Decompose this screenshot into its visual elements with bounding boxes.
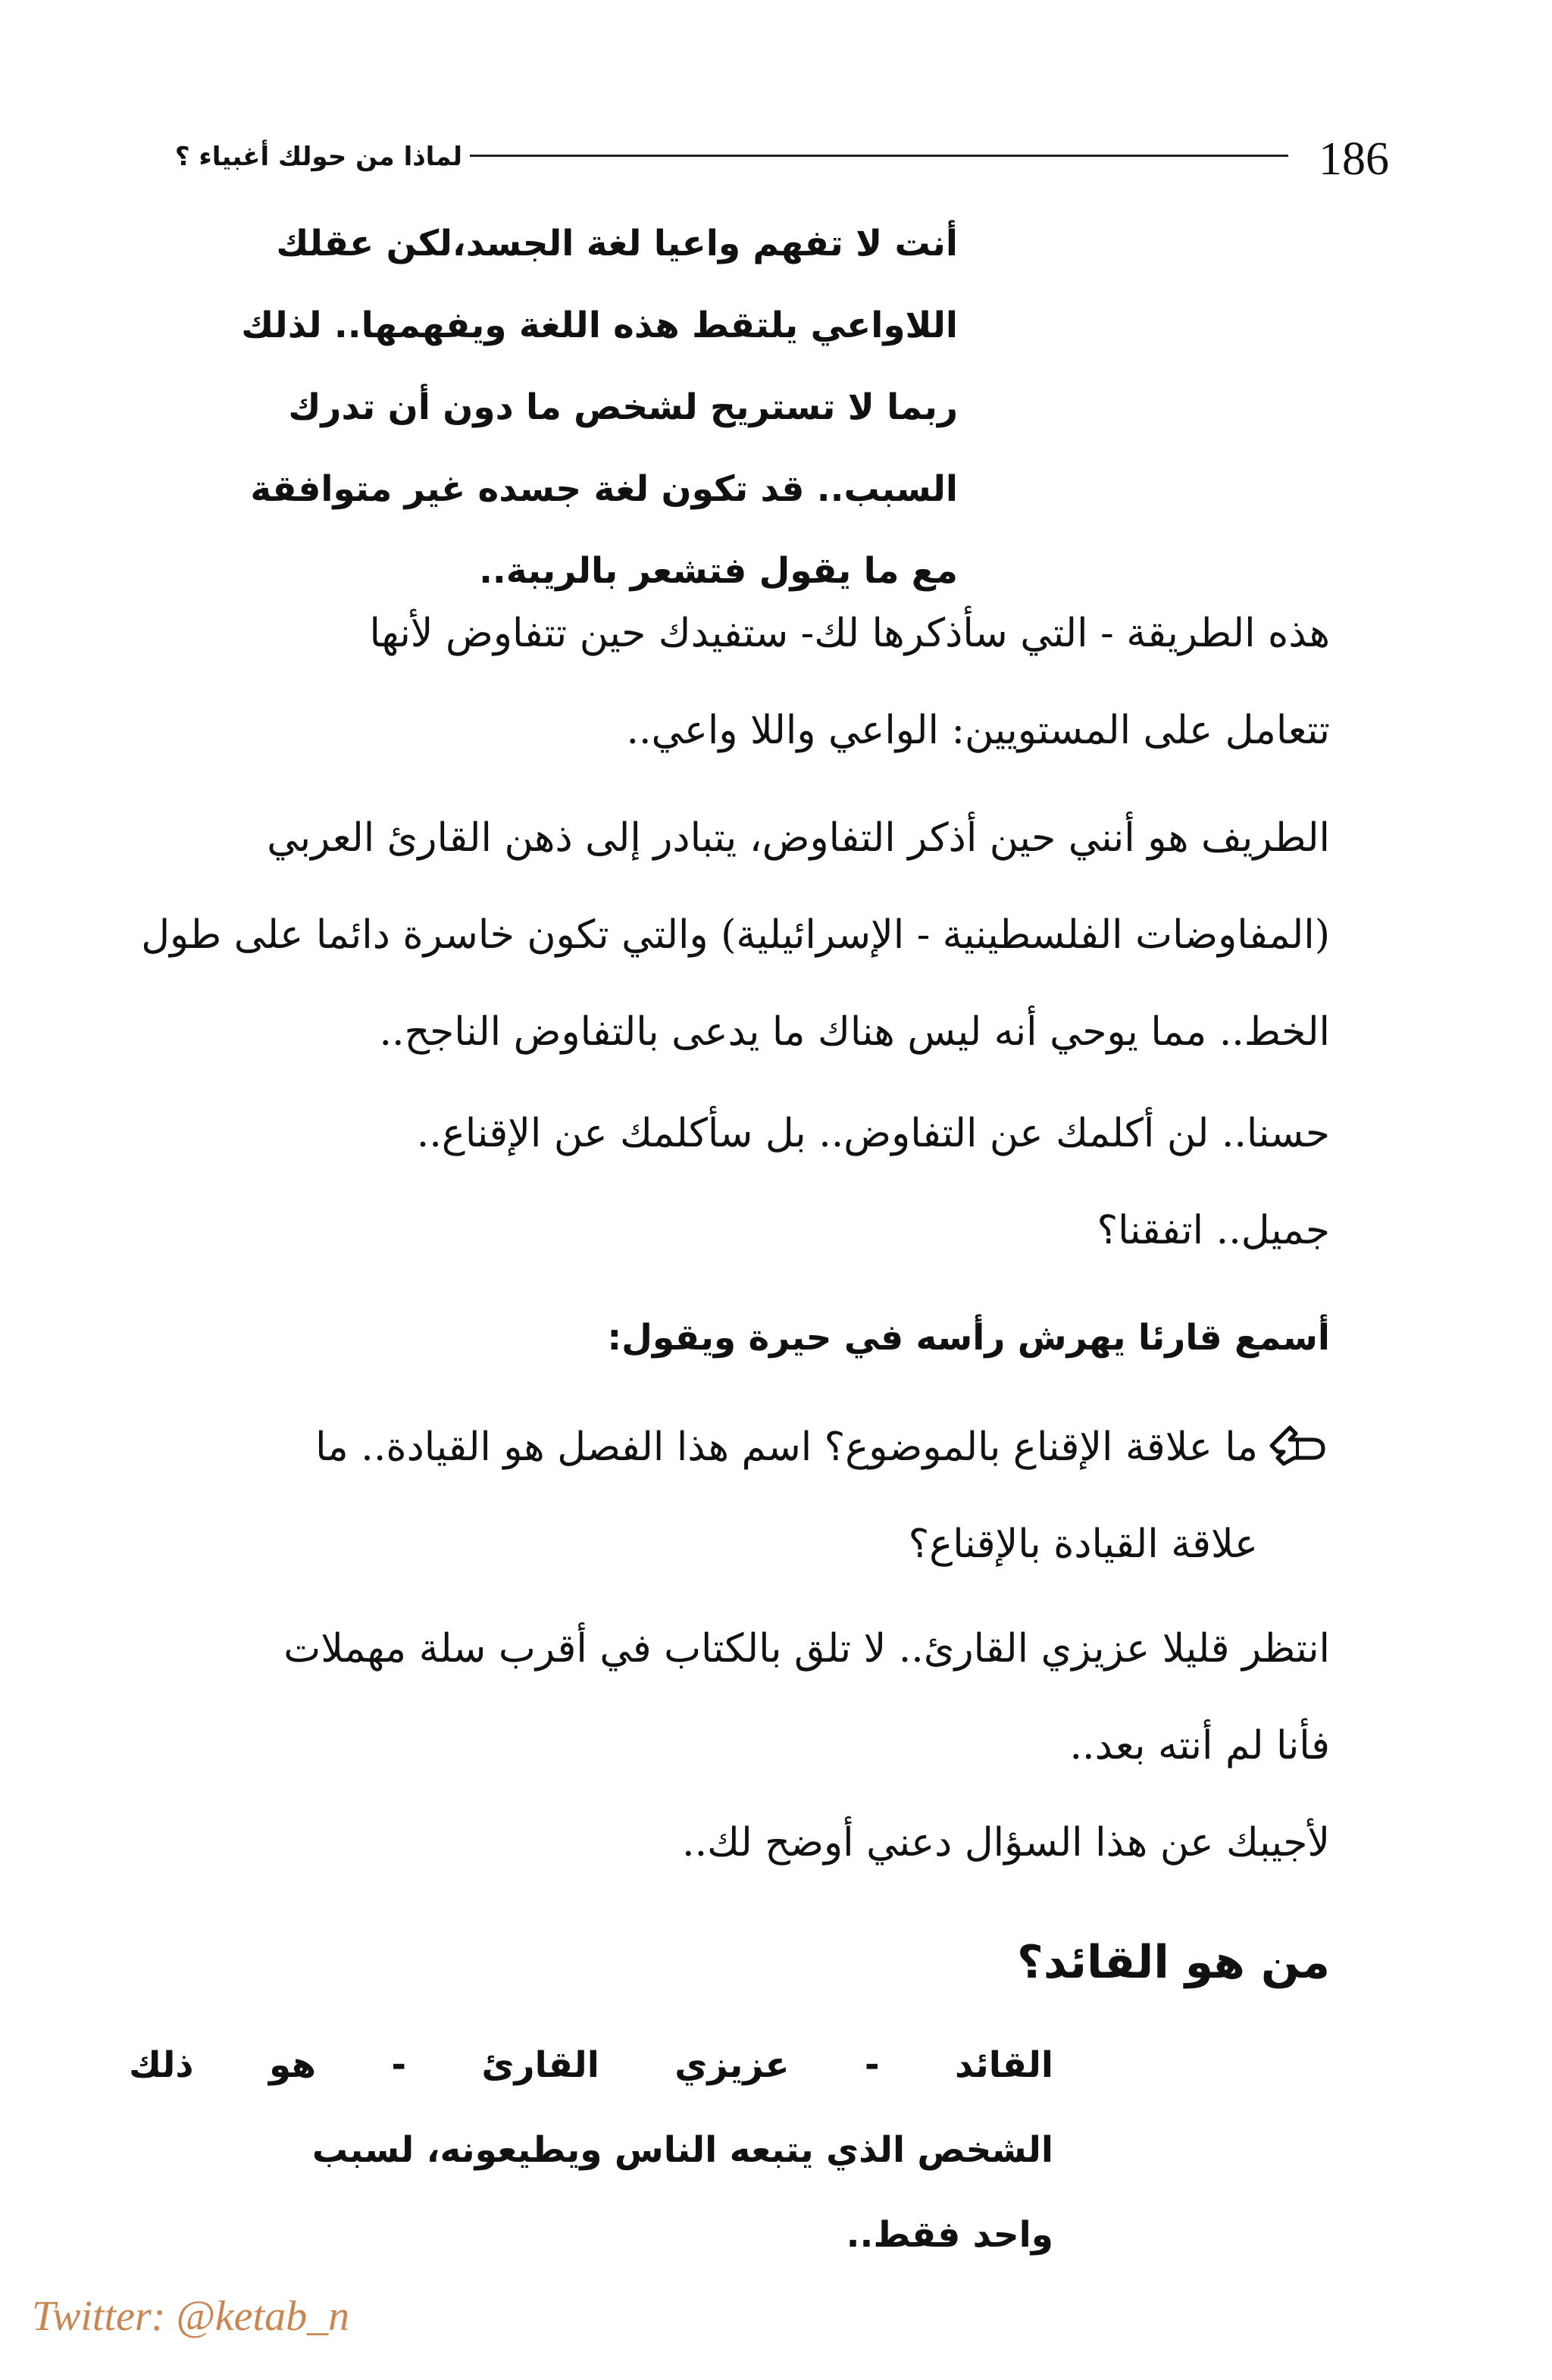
paragraph bbox=[136, 1085, 1330, 1182]
paragraph-line: الطريف هو أنني حين أذكر التفاوض، يتبادر إلى ذهن القارئ العربي bbox=[267, 815, 1330, 861]
paragraph-line: تتعامل على المستويين: الواعي واللا واعي.. bbox=[626, 708, 1330, 753]
paragraph-line: حسنا.. لن أكلمك عن التفاوض.. بل سأكلمك عن الإقناع.. bbox=[416, 1111, 1330, 1156]
paragraph bbox=[136, 1794, 1330, 1891]
quote-line: ربما لا تستريح لشخص ما دون أن تدرك bbox=[288, 386, 958, 428]
quote-line: اللاواعي يلتقط هذه اللغة ويفهمها.. لذلك bbox=[241, 305, 958, 346]
reader-voice bbox=[136, 1290, 1330, 1387]
paragraph-line: (المفاوضات الفلسطينية - الإسرائيلية) والتي تكون خاسرة دائما على طول bbox=[141, 912, 1330, 958]
definition-line: واحد فقط.. bbox=[846, 2214, 1053, 2256]
paragraph bbox=[136, 1600, 1330, 1794]
watermark: Twitter: @ketab_n bbox=[32, 2293, 350, 2340]
definition-line: الشخص الذي يتبعه الناس ويطيعونه، لسبب bbox=[311, 2129, 1053, 2171]
paragraph bbox=[136, 790, 1330, 1081]
paragraph-line: فأنا لم أنته بعد.. bbox=[1069, 1723, 1330, 1769]
quote-line: السبب.. قد تكون لغة جسده غير متوافقة bbox=[250, 468, 958, 510]
quote-line: أنت لا تفهم واعيا لغة الجسد،لكن عقلك bbox=[276, 223, 958, 264]
section-heading: من هو القائد؟ bbox=[1017, 1936, 1330, 1989]
quote-block bbox=[149, 203, 958, 612]
definition-line: القائد - عزيزي القارئ - هو ذلك bbox=[129, 2044, 1053, 2086]
definition-block bbox=[129, 2023, 1053, 2278]
reader-question bbox=[136, 1399, 1258, 1593]
running-title: لماذا من حولك أغبياء ؟ bbox=[174, 142, 462, 172]
reader-question-line: علاقة القيادة بالإقناع؟ bbox=[908, 1522, 1258, 1567]
hand-pointer-icon bbox=[1267, 1417, 1328, 1470]
paragraph-line: انتظر قليلا عزيزي القارئ.. لا تلق بالكتاب في أقرب سلة مهملات bbox=[283, 1626, 1330, 1672]
paragraph-line: لأجيبك عن هذا السؤال دعني أوضح لك.. bbox=[682, 1820, 1330, 1866]
header-rule bbox=[470, 155, 1288, 157]
reader-voice-line: أسمع قارئا يهرش رأسه في حيرة ويقول: bbox=[607, 1317, 1330, 1359]
paragraph bbox=[136, 1182, 1330, 1279]
paragraph-line: الخط.. مما يوحي أنه ليس هناك ما يدعى بالتفاوض الناجح.. bbox=[379, 1009, 1330, 1055]
paragraph bbox=[136, 585, 1330, 779]
quote-line: مع ما يقول فتشعر بالريبة.. bbox=[479, 550, 958, 592]
paragraph-line: جميل.. اتفقنا؟ bbox=[1097, 1208, 1330, 1253]
paragraph-line: هذه الطريقة - التي سأذكرها لك- ستفيدك حين تتفاوض لأنها bbox=[369, 611, 1330, 656]
reader-question-line: ما علاقة الإقناع بالموضوع؟ اسم هذا الفصل هو القيادة.. ما bbox=[315, 1425, 1258, 1470]
page-number: 186 bbox=[1319, 133, 1389, 185]
